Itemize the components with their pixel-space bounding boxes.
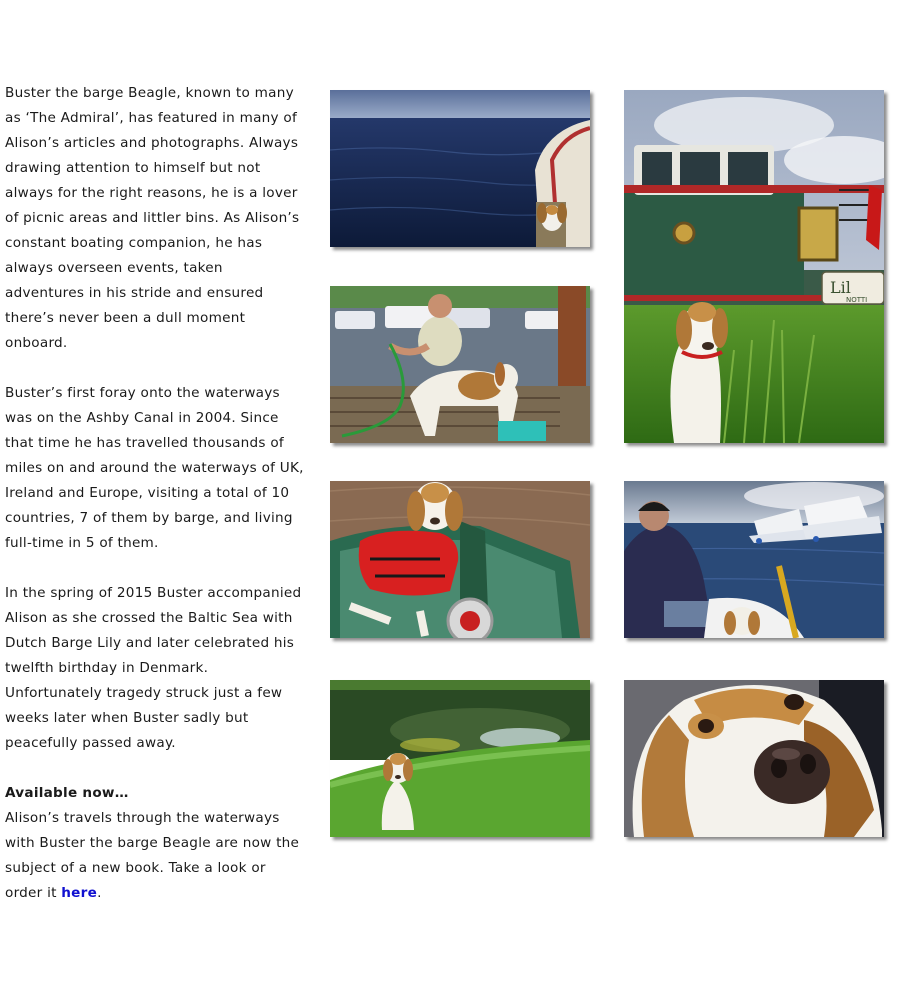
photo-man-and-beagle-in-dinghy (624, 481, 884, 638)
photo-barge-with-beagle-on-grass (624, 90, 884, 443)
book-paragraph (5, 806, 305, 906)
photo-beagle-by-pond (330, 680, 590, 837)
photo-beagle-closeup (624, 680, 884, 837)
barge-name-text: Lil (830, 278, 851, 297)
book-text-end: . (97, 885, 102, 901)
book-text: Alison’s travels through the waterways with Buster the barge Beagle are now the subject of a new book. Take a look or order it (5, 810, 300, 901)
photo-man-washing-beagle (330, 286, 590, 443)
barge-home-text: NOTTI (846, 296, 868, 304)
available-heading: Available now… (5, 785, 129, 801)
order-here-link[interactable]: here (61, 885, 98, 901)
baltic-paragraph: In the spring of 2015 Buster accompanied Alison as she crossed the Baltic Sea with Dutch Barge Lily and later celebrated his twelfth birthday in Denmark. Unfortunately tragedy struck just a few weeks later when Buster sadly but peacefully passed away. (5, 585, 302, 751)
photo-beagle-in-lifejacket (330, 481, 590, 638)
text-column (5, 81, 305, 906)
photo-beagle-on-boat-deck (330, 90, 590, 247)
history-paragraph: Buster’s first foray onto the waterways was on the Ashby Canal in 2004. Since that time he has travelled thousands of miles on and around the waterways of UK, Ireland and Europe, visiting a total of 10 countries, 7 of them by barge, and living full-time in 5 of them. (5, 385, 304, 551)
intro-paragraph: Buster the barge Beagle, known to many as ‘The Admiral’, has featured in many of Alison’s articles and photographs. Always drawing attention to himself but not always for the right reasons, he is a lover of picnic areas and littler bins. As Alison’s constant boating companion, he has always overseen events, taken adventures in his stride and ensured there’s never been a dull moment onboard. (5, 85, 300, 351)
